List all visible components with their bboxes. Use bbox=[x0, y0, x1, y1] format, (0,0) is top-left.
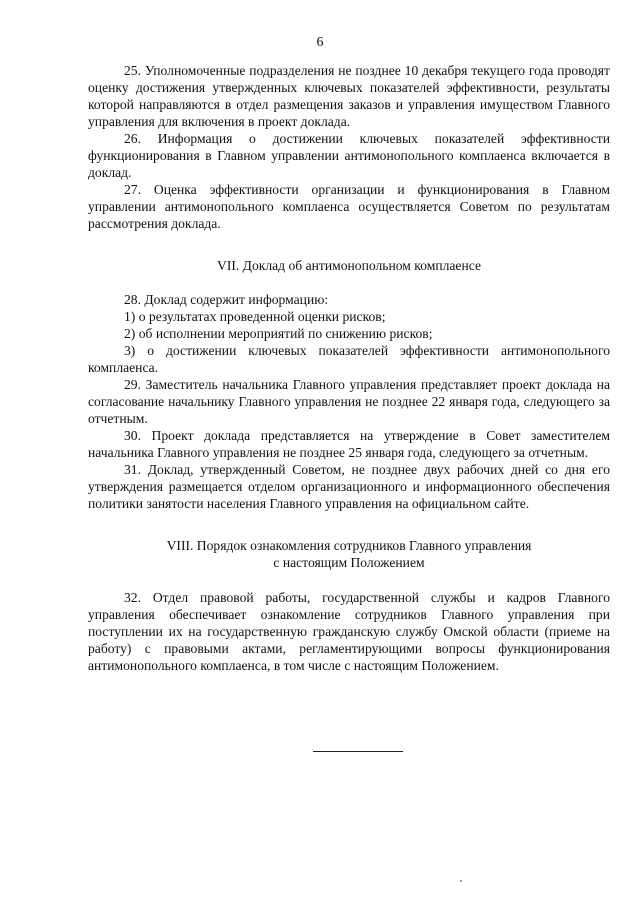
paragraph-32: 32. Отдел правовой работы, государственной службы и кадров Главного управления обеспечивает ознакомление сотрудников Главного управления при поступлении их на государственную гражданскую службу Омской области (приеме на работу) с правовыми актами, регламентирующими вопросы функционирования антимонопольного комплаенса, в том числе с настоящим Положением. bbox=[88, 590, 610, 673]
section-8-heading-line-2: с настоящим Положением bbox=[273, 555, 425, 570]
end-rule bbox=[313, 751, 403, 752]
paragraph-30: 30. Проект доклада представляется на утверждение в Совет заместителем начальника Главного управления не позднее 25 января года, следующего за отчетным. bbox=[88, 428, 610, 460]
paragraph-26: 26. Информация о достижении ключевых показателей эффективности функционирования в Главном управлении антимонопольного комплаенса включается в доклад. bbox=[88, 131, 610, 180]
paragraph-25: 25. Уполномоченные подразделения не позднее 10 декабря текущего года проводят оценку достижения утвержденных ключевых показателей эффективности, результаты которой направляются в отдел размещения заказов и управления имуществом Главного управления для включения в проект доклада. bbox=[88, 63, 610, 129]
paragraph-29: 29. Заместитель начальника Главного управления представляет проект доклада на согласование начальнику Главного управления не позднее 22 января года, следующего за отчетным. bbox=[88, 377, 610, 426]
paragraph-27: 27. Оценка эффективности организации и функционирования в Главном управлении антимонопольного комплаенса осуществляется Советом по результатам рассмотрения доклада. bbox=[88, 182, 610, 231]
page-number: 6 bbox=[316, 35, 324, 50]
section-7-heading: VII. Доклад об антимонопольном комплаенсе bbox=[217, 258, 481, 273]
list-item-1: 1) о результатах проведенной оценки рисков; bbox=[124, 309, 386, 324]
list-item-3: 3) о достижении ключевых показателей эффективности антимонопольного комплаенса. bbox=[88, 343, 610, 375]
list-item-2: 2) об исполнении мероприятий по снижению рисков; bbox=[124, 326, 433, 341]
scan-speck bbox=[460, 880, 462, 882]
section-8-heading-line-1: VIII. Порядок ознакомления сотрудников Главного управления bbox=[166, 538, 532, 553]
paragraph-28-intro: 28. Доклад содержит информацию: bbox=[124, 292, 329, 307]
paragraph-31: 31. Доклад, утвержденный Советом, не позднее двух рабочих дней со дня его утверждения размещается отделом организационного и информационного обеспечения политики занятости населения Главного управления на официальном сайте. bbox=[88, 462, 610, 511]
document-body bbox=[88, 62, 610, 674]
